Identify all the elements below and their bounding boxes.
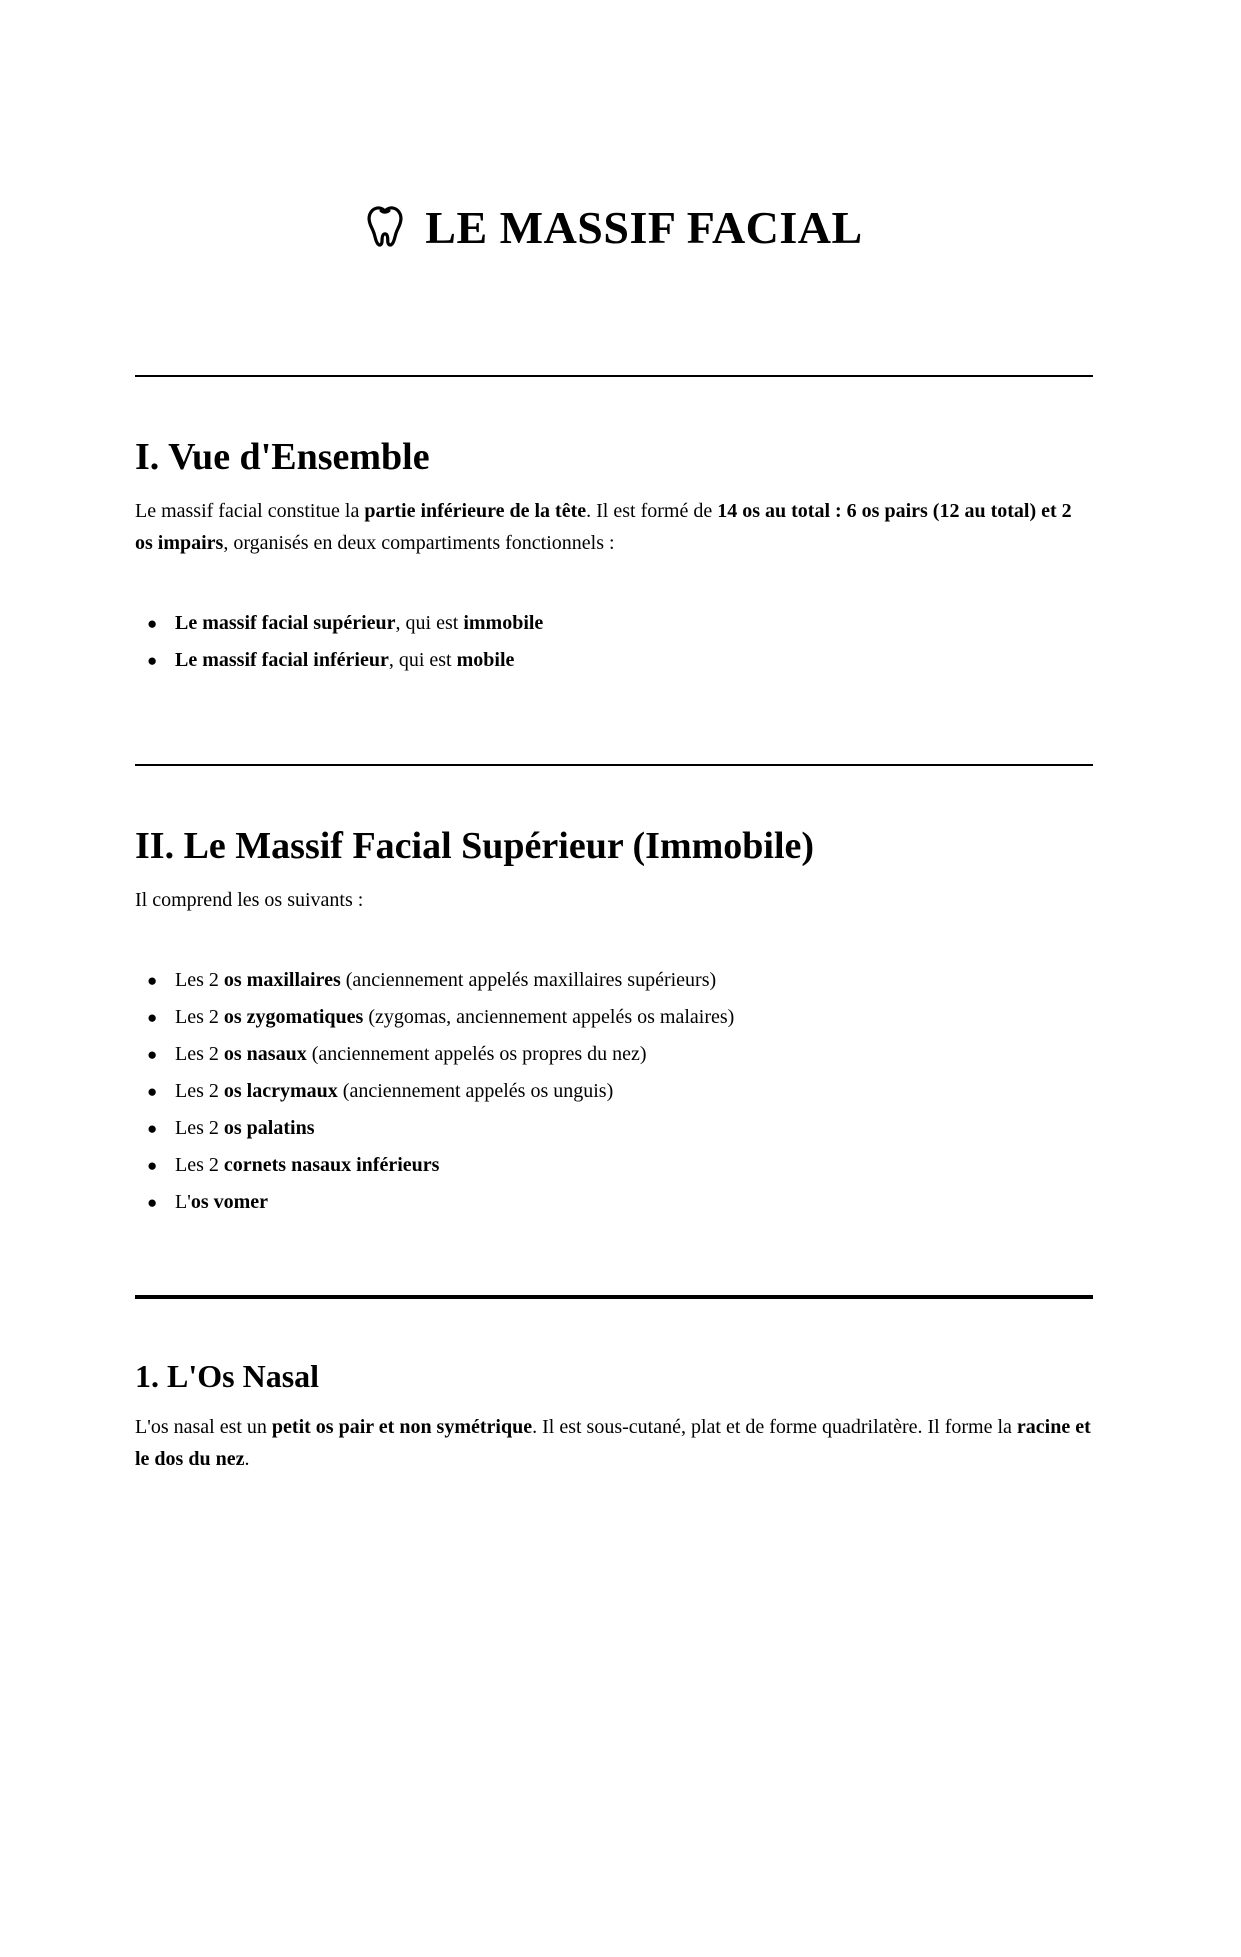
section-nasal xyxy=(135,1358,1093,1475)
list-item-text: Le massif facial supérieur, qui est immobile xyxy=(175,612,544,634)
list-item-text: Les 2 cornets nasaux inférieurs xyxy=(175,1154,440,1176)
overview-list xyxy=(135,607,1093,677)
list-item xyxy=(147,1075,1093,1108)
list-item xyxy=(147,644,1093,677)
bullet-icon: ● xyxy=(147,1008,158,1027)
bullet-icon: ● xyxy=(147,651,158,670)
bullet-icon: ● xyxy=(147,1156,158,1175)
bullet-icon: ● xyxy=(147,971,158,990)
list-item-text: Les 2 os maxillaires (anciennement appelés maxillaires supérieurs) xyxy=(175,969,717,991)
bullet-icon: ● xyxy=(147,614,158,633)
section-overview xyxy=(135,435,1093,677)
bullet-icon: ● xyxy=(147,1119,158,1138)
page-title-text: LE MASSIF FACIAL xyxy=(425,202,863,253)
list-item xyxy=(147,1149,1093,1182)
bullet-icon: ● xyxy=(147,1045,158,1064)
list-item-text: L'os vomer xyxy=(175,1191,269,1213)
list-item xyxy=(147,607,1093,640)
section-nasal-paragraph: L'os nasal est un petit os pair et non symétrique. Il est sous-cutané, plat et de forme quadrilatère. Il forme la racine et le dos du nez. xyxy=(135,1416,1091,1470)
divider xyxy=(135,375,1093,377)
page-title xyxy=(135,203,1093,251)
list-item-text: Les 2 os lacrymaux (anciennement appelés os unguis) xyxy=(175,1080,614,1102)
list-item xyxy=(147,1186,1093,1219)
list-item xyxy=(147,1001,1093,1034)
section-superior xyxy=(135,824,1093,1219)
tooth-icon xyxy=(365,203,411,249)
bullet-icon: ● xyxy=(147,1082,158,1101)
divider xyxy=(135,764,1093,766)
list-item xyxy=(147,1112,1093,1145)
list-item-text: Les 2 os zygomatiques (zygomas, anciennement appelés os malaires) xyxy=(175,1006,735,1028)
list-item-text: Les 2 os palatins xyxy=(175,1117,315,1139)
bullet-icon: ● xyxy=(147,1193,158,1212)
section-overview-heading: I. Vue d'Ensemble xyxy=(135,436,430,478)
list-item xyxy=(147,964,1093,997)
list-item-text: Les 2 os nasaux (anciennement appelés os propres du nez) xyxy=(175,1043,647,1065)
section-nasal-heading: 1. L'Os Nasal xyxy=(135,1358,320,1394)
section-superior-heading: II. Le Massif Facial Supérieur (Immobile) xyxy=(135,825,815,867)
list-item xyxy=(147,1038,1093,1071)
section-overview-paragraph: Le massif facial constitue la partie inférieure de la tête. Il est formé de 14 os au total : 6 os pairs (12 au total) et 2 os impairs, organisés en deux compartiments fonctionnels : xyxy=(135,500,1072,554)
superior-bones-list xyxy=(135,964,1093,1219)
divider xyxy=(135,1295,1093,1299)
list-item-text: Le massif facial inférieur, qui est mobile xyxy=(175,649,515,671)
section-superior-intro: Il comprend les os suivants : xyxy=(135,889,364,911)
document-page xyxy=(0,203,1241,1957)
